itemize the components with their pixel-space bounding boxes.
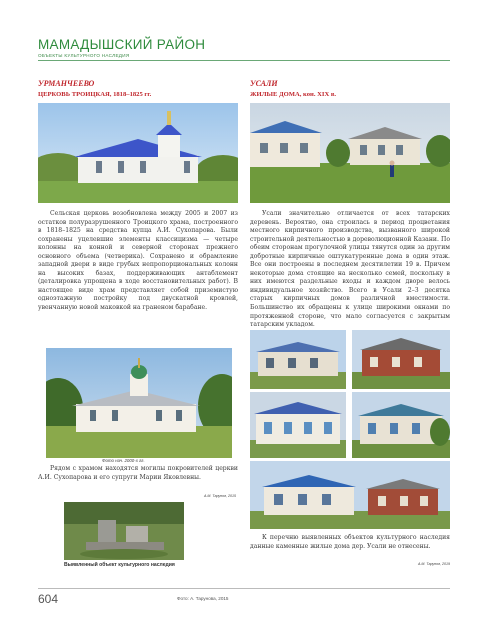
page-number: 604 [38,592,59,606]
right-paragraph-1: Усали значительно отличается от всех татарских деревень. Вероятно, она строилась в период процветания местного кирпичного производства, вызванного широкой строительной деятельностью в дореволюционной Казани. По обеим сторонам прогулочной улицы тянутся один за другим добротные кирпичные оштукатуренные дома в один этаж. Все они построены в последнем десятилетии 19 в. Причем некоторые дома стоящие на несколько семей, поскольку в них имеются раздельные входы и каждом дворе велось индивидуальное хозяйство. Всего в Усали 2–3 десятка старых кирпичных домов различной вместимости. Большинство их обращены к улице широкими окнами по протяженной стороне, что мало согласуется с закрытым татарским укладом. [250,210,450,329]
left-location: УРМАНЧЕЕВО [38,79,95,88]
region-subtitle: ОБЪЕКТЫ КУЛЬТУРНОГО НАСЛЕДИЯ [38,53,130,58]
church-photo [38,103,238,203]
right-body-text-2 [250,534,450,551]
graves-photo [64,502,184,560]
church-2000s-photo [46,348,232,458]
right-object-title: ЖИЛЫЕ ДОМА, кон. XIX в. [250,91,337,98]
region-title: МАМАДЫШСКИЙ РАЙОН [38,37,206,52]
left-paragraph-1: Сельская церковь возобновлена между 2005 и 2007 из остатков полуразрушенного Троицкого храма, построенного в 1818–1825 на средства купца А.И. Сухопарова. Были сохранены уцелевшие элементы классицизма — четыре колонны на конной и северной сторонах прежнего основного объема (четверика). Сохранено и обрамление западной двери в виде грубых непропорциональных колонн на высоких базах, поддерживающих антаблемент (деталировка упрощена в ходе восстановительных работ). В настоящее виде храм представляет собой приземистую одноэтажную постройку под двускатной кровлей, увенчанную новой маковкой на граненом барабане. [38,210,238,312]
footer-divider [38,588,450,589]
footer-photo-credit: Фото: А. Тарунова, 2015 [177,596,229,601]
house-photo-1 [250,330,346,389]
house-photo-2 [352,330,450,389]
right-body-text [250,210,450,330]
house-photo-5 [250,461,450,529]
church-photo-caption: Фото нач. 2000-х гг. [102,458,145,463]
left-photo-credit: А.М. Тарунов, 2015 [204,494,237,498]
left-body-text-2 [38,465,238,482]
house-photo-3 [250,392,346,458]
detected-object-label: Выявленный объект культурного наследия [64,562,175,568]
header-divider [38,60,450,61]
left-paragraph-2: Рядом с храмом находятся могилы покровителей церкви А.И. Сухопарова и его супруги Марии Яковлевны. [38,465,238,481]
house-photo-4 [352,392,450,458]
left-body-text [38,210,238,313]
right-paragraph-2: К перечню выявленных объектов культурного наследия данные каменные жилые дома дер. Усали не отнесены. [250,534,450,550]
houses-street-photo [250,103,450,203]
left-object-title: ЦЕРКОВЬ ТРОИЦКАЯ, 1818–1825 гг. [38,91,152,98]
right-location: УСАЛИ [250,79,278,88]
right-photo-credit: А.М. Тарунов, 2019 [418,562,451,566]
